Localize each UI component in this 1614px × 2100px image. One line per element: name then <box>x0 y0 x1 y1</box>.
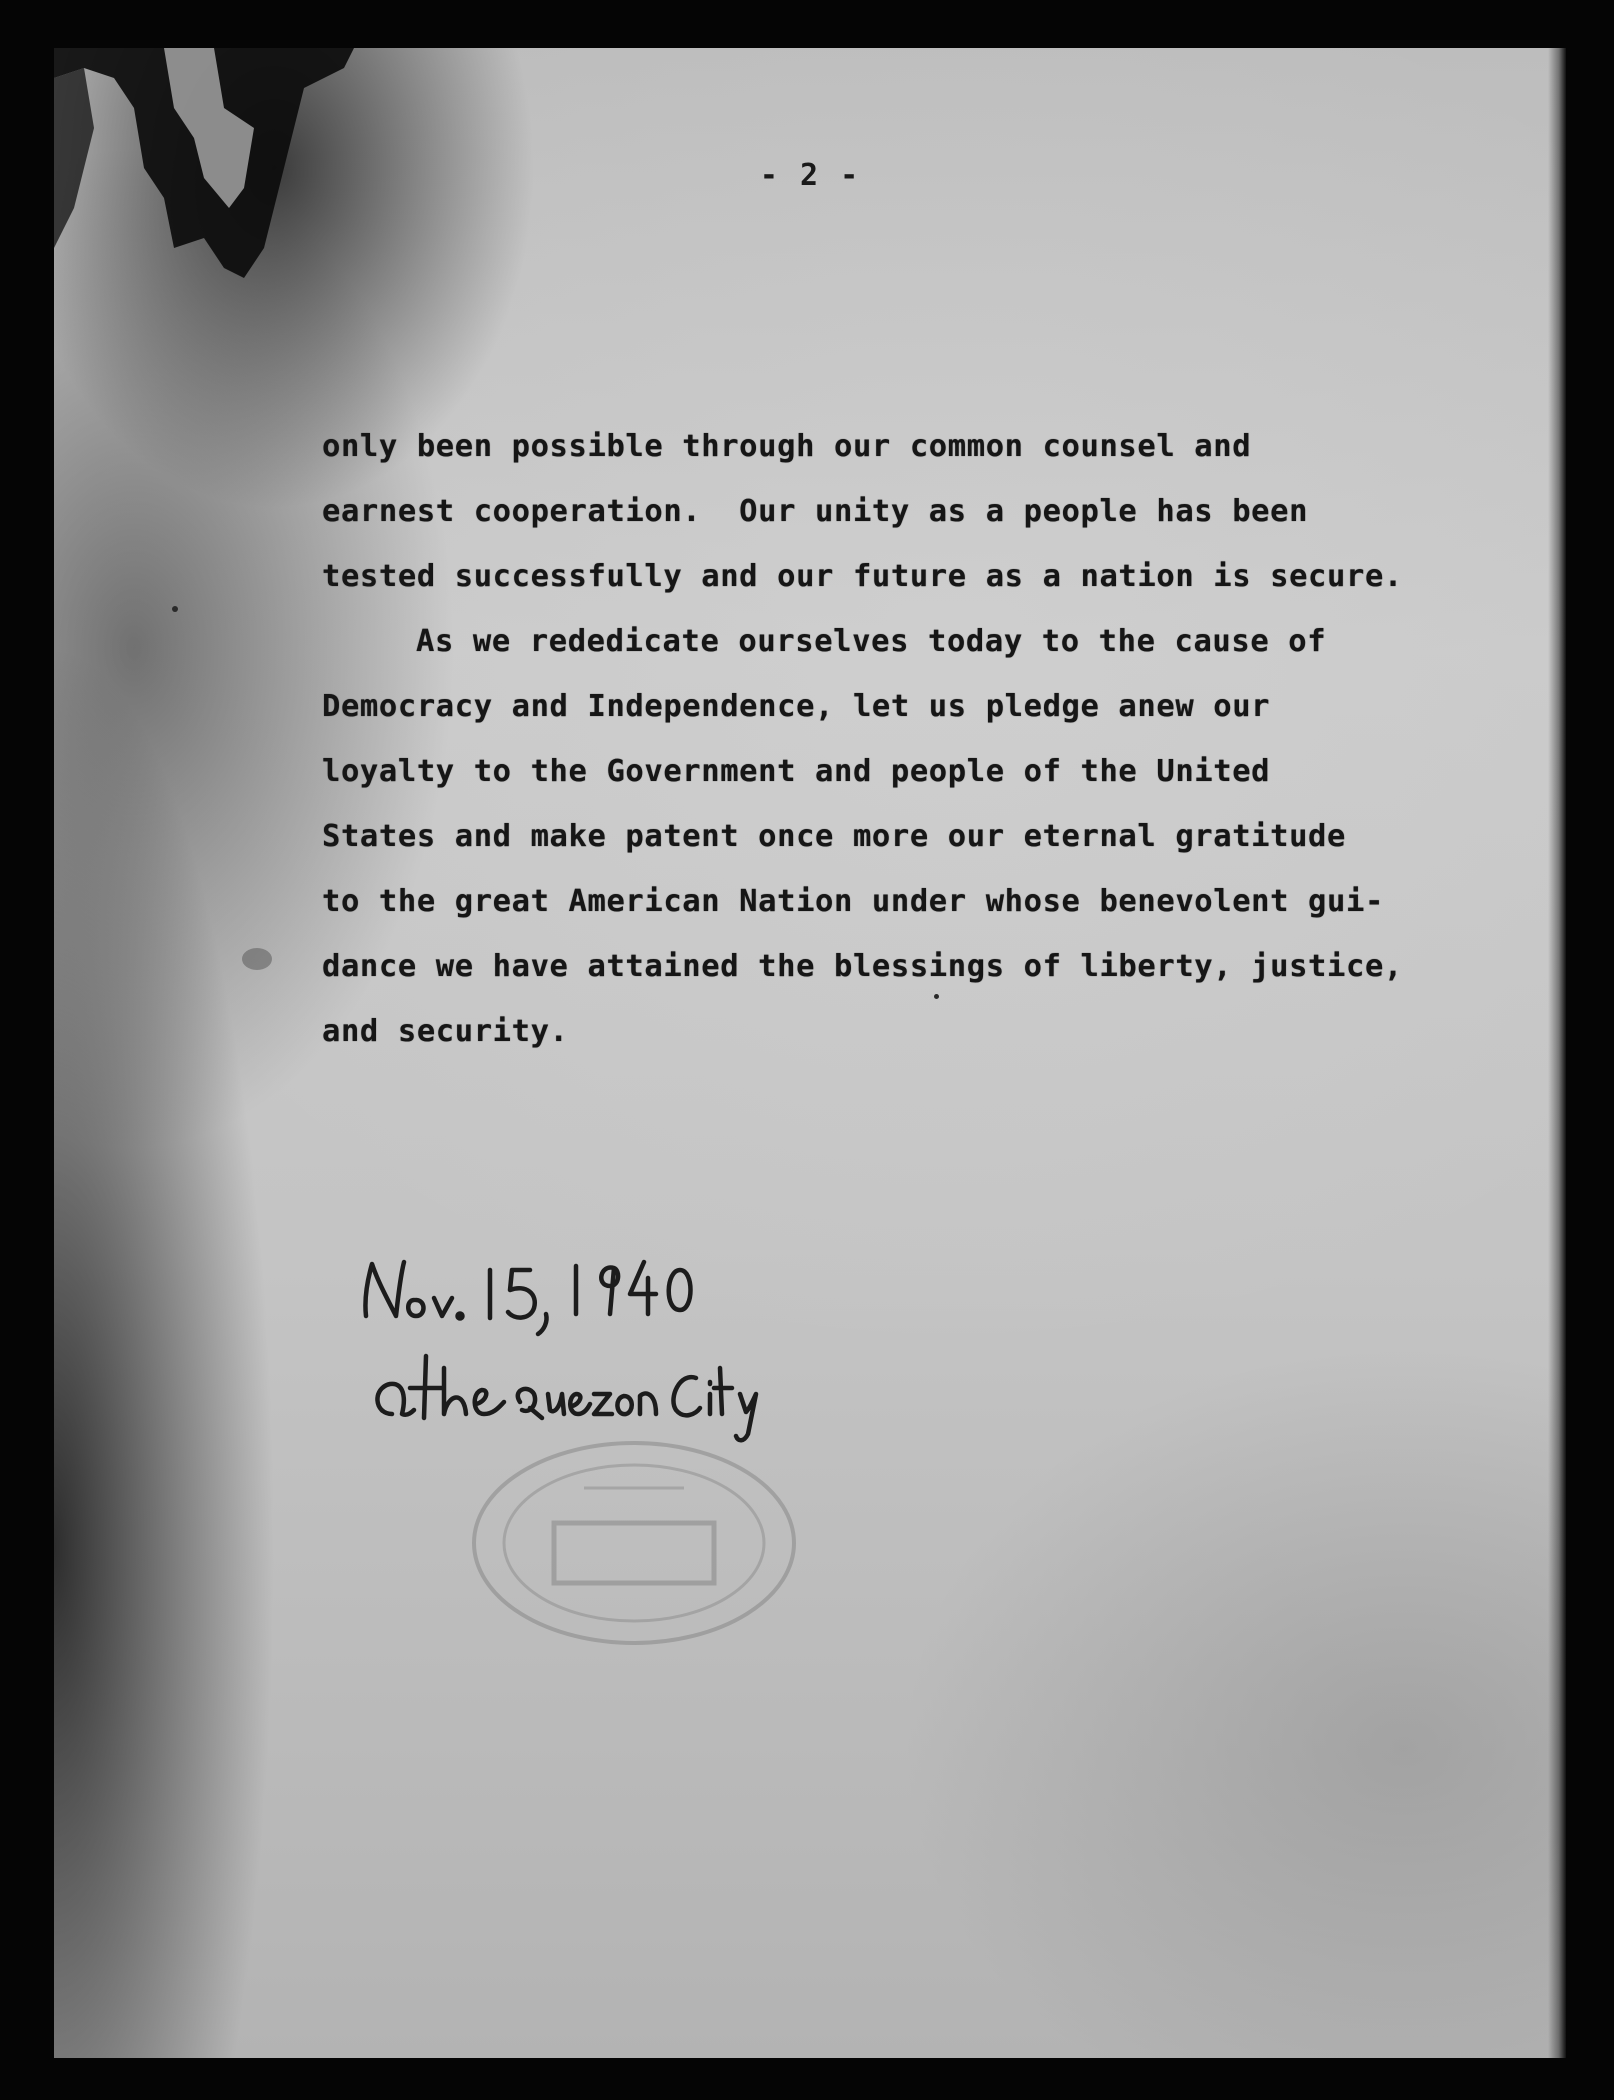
text-line: tested successfully and our future as a nation is secure. <box>322 559 1403 594</box>
document-page <box>54 48 1566 2058</box>
ink-speck <box>242 948 272 970</box>
handwritten-note <box>344 1238 944 1498</box>
ink-speck <box>172 606 178 612</box>
ink-speck <box>934 994 939 999</box>
text-line: As we rededicate ourselves today to the cause of <box>416 624 1327 659</box>
body-text <box>322 414 1452 1064</box>
text-line: States and make patent once more our eternal gratitude <box>322 819 1346 854</box>
page-number: - 2 - <box>759 158 861 193</box>
text-line: only been possible through our common counsel and <box>322 429 1252 464</box>
text-line: earnest cooperation. Our unity as a people has been <box>322 494 1309 529</box>
text-line: loyalty to the Government and people of the United <box>322 754 1271 789</box>
burn-damage <box>54 48 374 348</box>
page-edge-shadow <box>1548 48 1566 2058</box>
text-line: to the great American Nation under whose benevolent gui- <box>322 884 1384 919</box>
text-line: Democracy and Independence, let us pledge anew our <box>322 689 1271 724</box>
text-line: and security. <box>322 1014 569 1049</box>
text-line: dance we have attained the blessings of liberty, justice, <box>322 949 1403 984</box>
